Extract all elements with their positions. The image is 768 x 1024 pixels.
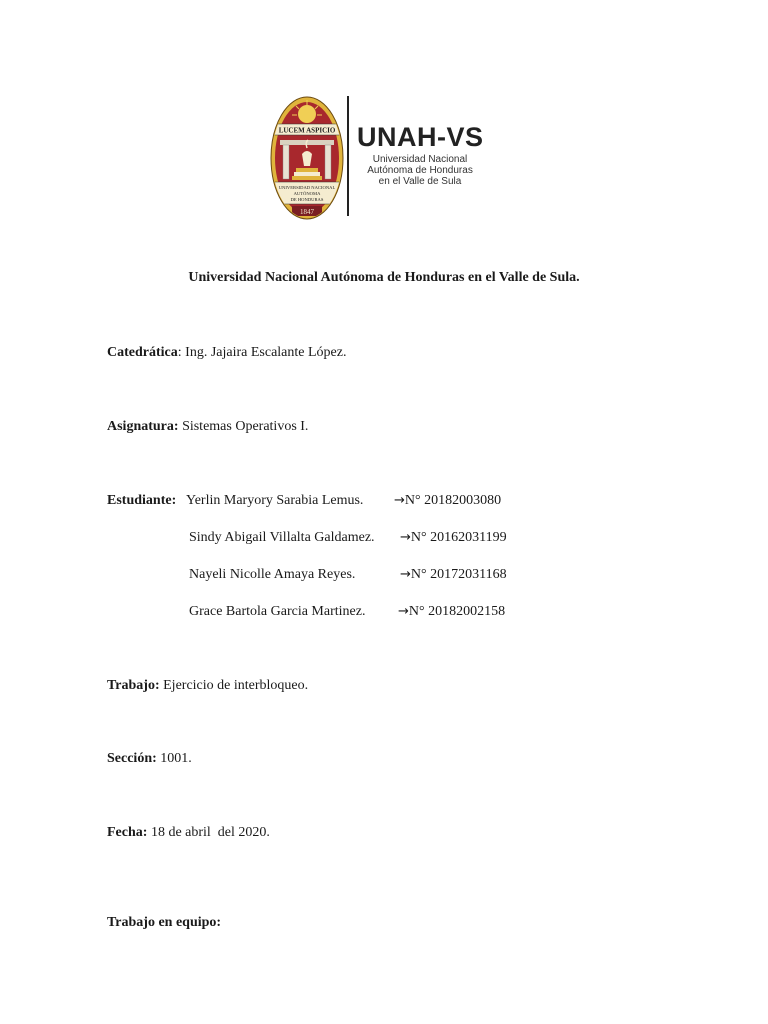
logo-subtitle-line: en el Valle de Sula	[378, 176, 462, 187]
fecha-label: Fecha:	[107, 825, 148, 840]
student-number: N° 20182003080	[404, 493, 502, 508]
logo-subtitle-line: Autónoma de Honduras	[367, 165, 473, 176]
seccion-line	[107, 751, 192, 767]
student-number: N° 20162031199	[410, 530, 507, 545]
student-number-row	[394, 493, 501, 509]
student-number-row	[398, 604, 505, 620]
seccion-value: 1001.	[156, 751, 192, 766]
fecha-value: 18 de abril del 2020.	[147, 825, 270, 840]
arrow-right-icon: →	[398, 604, 409, 619]
student-name: Sindy Abigail Villalta Galdamez.	[189, 530, 375, 545]
asignatura-value: Sistemas Operativos I.	[178, 419, 309, 434]
student-number-row	[400, 530, 507, 546]
asignatura-label: Asignatura:	[107, 419, 179, 434]
seal-text-2: AUTÓNOMA	[293, 191, 321, 196]
student-number: N° 20182002158	[408, 604, 506, 619]
asignatura-line	[107, 419, 308, 435]
fecha-line	[107, 825, 270, 841]
university-logo	[268, 92, 484, 222]
university-seal-icon	[270, 96, 344, 220]
student-number-row	[400, 567, 507, 583]
logo-subtitle-line: Universidad Nacional	[372, 154, 468, 165]
catedratica-line	[107, 345, 346, 361]
trabajo-line	[107, 678, 308, 694]
estudiante-label: Estudiante:	[107, 493, 177, 508]
logo-divider	[347, 96, 349, 216]
seal-text-3: DE HONDURAS	[290, 197, 324, 202]
seal-motto: LUCEM ASPICIO	[278, 126, 336, 135]
seccion-label: Sección:	[107, 751, 157, 766]
trabajo-value: Ejercicio de interbloqueo.	[159, 678, 309, 693]
student-number: N° 20172031168	[410, 567, 507, 582]
catedratica-value: : Ing. Jajaira Escalante López.	[177, 345, 347, 360]
arrow-right-icon: →	[400, 530, 411, 545]
seal-text-1: UNIVERSIDAD NACIONAL	[278, 185, 336, 190]
catedratica-label: Catedrática	[107, 345, 178, 360]
logo-title: UNAH-VS	[357, 122, 484, 152]
document-heading: Universidad Nacional Autónoma de Honduras en el Valle de Sula.	[188, 270, 580, 285]
trabajo-label: Trabajo:	[107, 678, 160, 693]
estudiante-line	[107, 493, 176, 509]
logo-subtitle	[360, 154, 480, 187]
arrow-right-icon: →	[400, 567, 411, 582]
student-name: Yerlin Maryory Sarabia Lemus.	[186, 493, 364, 508]
seal-year: 1847	[300, 208, 314, 216]
trabajo-equipo-label: Trabajo en equipo:	[107, 915, 222, 930]
trabajo-equipo-line	[107, 915, 221, 931]
student-name: Nayeli Nicolle Amaya Reyes.	[189, 567, 356, 582]
student-name: Grace Bartola Garcia Martinez.	[189, 604, 366, 619]
arrow-right-icon: →	[394, 493, 405, 508]
